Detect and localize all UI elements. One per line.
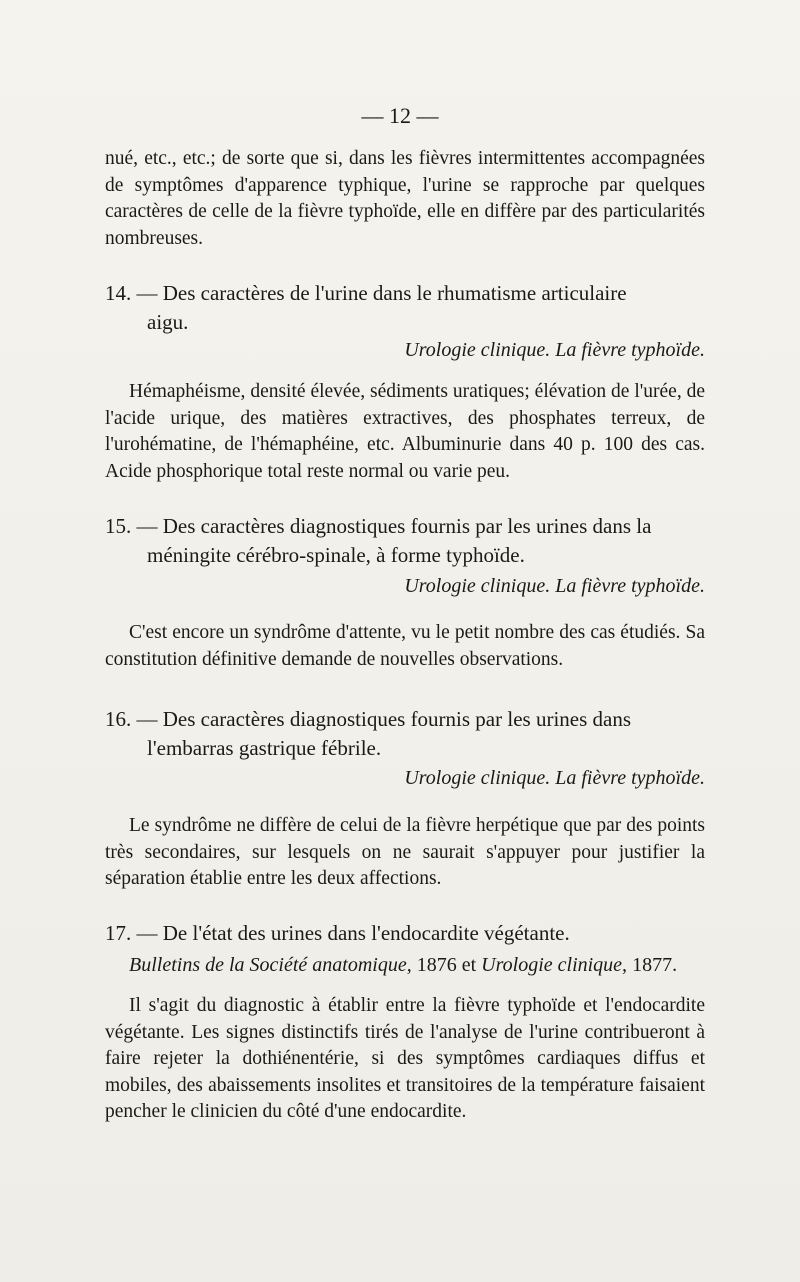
source-bulletins: Bulletins de la Société anatomique,: [129, 954, 412, 976]
source-year-2: 1877.: [632, 954, 678, 976]
section-14-title-cont: aigu.: [147, 310, 189, 334]
section-14-heading: [105, 279, 705, 337]
source-urologie: Urologie clinique,: [481, 954, 628, 976]
section-17-number: 17.: [105, 921, 132, 945]
intro-paragraph: nué, etc., etc.; de sorte que si, dans les fièvres intermittentes accompagnées de symptômes d'apparence typhique, l'urine se rapproche par quelques caractères de celle de la fièvre typhoïde, elle en diffère par des particularités nombreuses.: [105, 148, 705, 249]
section-16-body: Le syndrôme ne diffère de celui de la fièvre herpétique que par des points très secondaires, sur lesquels on ne saurait s'appuyer pour justifier la séparation établie entre les deux affections.: [105, 815, 705, 889]
section-15-source: Urologie clinique. La fièvre typhoïde.: [404, 575, 705, 597]
section-16-heading: [105, 705, 705, 763]
section-16-title-cont: l'embarras gastrique fébrile.: [147, 736, 382, 760]
section-16-title: — Des caractères diagnostiques fournis par les urines dans: [136, 707, 632, 731]
section-15-body: C'est encore un syndrôme d'attente, vu le petit nombre des cas étudiés. Sa constitution définitive demande de nouvelles observations.: [105, 622, 705, 670]
section-17-heading: [105, 919, 705, 948]
page-number: — 12 —: [361, 103, 439, 128]
section-14-title: — Des caractères de l'urine dans le rhumatisme articulaire: [136, 281, 627, 305]
section-14-number: 14.: [105, 281, 132, 305]
section-17-source: [105, 952, 729, 979]
section-14-source: Urologie clinique. La fièvre typhoïde.: [404, 339, 705, 361]
section-15-heading: [105, 512, 705, 570]
section-17-title: — De l'état des urines dans l'endocardite végétante.: [136, 921, 570, 945]
section-15-title-cont: méningite cérébro-spinale, à forme typhoïde.: [147, 543, 525, 567]
source-year-1: 1876 et: [416, 954, 477, 976]
section-15-number: 15.: [105, 514, 132, 538]
section-16-number: 16.: [105, 707, 132, 731]
section-16-source: Urologie clinique. La fièvre typhoïde.: [404, 767, 705, 789]
section-17-body: Il s'agit du diagnostic à établir entre la fièvre typhoïde et l'endocardite végétante. Les signes distinctifs tirés de l'analyse de l'urine contribueront à faire rejeter la dothiénentérie, si des symptômes cardiaques diffus et mobiles, des abaissements insolites et transitoires de la température faisaient pencher le clinicien du côté d'une endocardite.: [105, 995, 705, 1122]
section-14-body: Hémaphéisme, densité élevée, sédiments uratiques; élévation de l'urée, de l'acide urique, des matières extractives, des phosphates terreux, de l'urohématine, de l'hémaphéine, etc. Albuminurie dans 40 p. 100 des cas. Acide phosphorique total reste normal ou varie peu.: [105, 381, 705, 482]
section-15-title: — Des caractères diagnostiques fournis par les urines dans la: [136, 514, 652, 538]
